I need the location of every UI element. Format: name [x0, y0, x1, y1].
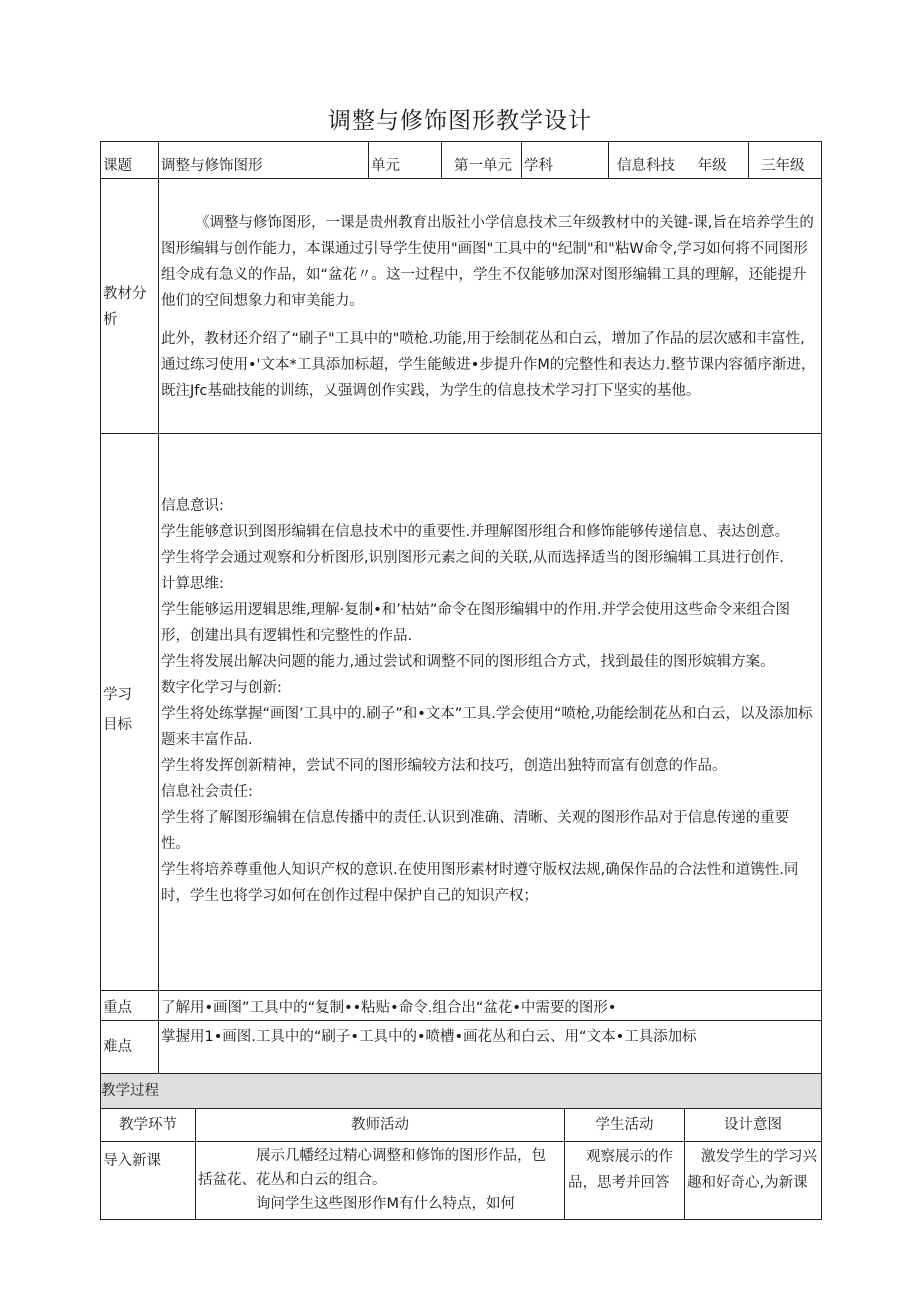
- process-teacher: 展示几幡经过精心调整和修饰的图形作品，包括盆花、花丛和白云的组合。 询问学生这些图形作M有什么特点，如何: [196, 1142, 565, 1219]
- learning-goals-label: 学习 目标: [101, 434, 159, 990]
- goal-line: 学生能够运用逻辑思维,理解·复制•和’枯姑”命令在图形编辑中的作用.并学会使用这些命令来组合图形，创建出具有逻辑性和完整性的作品.: [161, 602, 790, 644]
- process-intent: 激发学生的学习兴趣和好奇心,为新课: [687, 1149, 817, 1191]
- unit-label: 单元: [369, 142, 442, 178]
- unit-value: 第一单元: [442, 142, 522, 178]
- process-column-headers: [101, 1109, 821, 1142]
- subject-label: 学科: [522, 142, 609, 178]
- col-intent: 设计意图: [724, 1117, 782, 1133]
- material-analysis-row: [101, 179, 821, 434]
- col-stage: 教学环节: [101, 1109, 196, 1141]
- goal-line: 学生将学会通过观察和分析图形,识别图形元素之间的关联,从而选择适当的图形编辑工具进行创作.: [161, 550, 784, 566]
- subject-value: 信息科技: [617, 158, 675, 174]
- process-student: 观察展示的作品，思考并回答: [565, 1142, 685, 1219]
- goal-line: 学生将发挥创新精神，尝试不同的图形编较方法和技巧，创造出独特而富有创意的作品。: [161, 758, 727, 774]
- grade-label: 年级: [697, 158, 727, 174]
- col-teacher: 教师活动: [196, 1109, 565, 1141]
- difficult-point-label: 难点: [101, 1021, 159, 1073]
- subject-value-cell: [609, 142, 749, 178]
- goal-line: 数字化学习与创新:: [161, 680, 282, 696]
- material-analysis-para-1: 《调整与修饰图形，一课是贵州教育出版社小学信息技术三年级教材中的关键-课,旨在培养学生的图形编辑与创作能力，本课通过引导学生使用"画图"工具中的"纪制"和"粘W命令,学习如何将不同图形组令成有急义的作品，如“盆花〃。这一过程中，学生不仅能够加深对图形编辑工具的理解，还能提升他们的空间想象力和审美能力。: [161, 215, 814, 309]
- col-student: 学生活动: [565, 1109, 685, 1141]
- material-analysis-para-2: 此外，教材还介绍了“刷子"工具中的"喷枪.功能,用于绘制花丛和白云，增加了作品的层次感和丰富性,通过练习使用•'文本*工具添加标超，学生能鲅进•步提升作M的完整性和表达力.整节课内容循序渐进，既注Jfc基础技能的训练，乂强调创作实践，为学生的信息技术学习打下坚实的基他。: [161, 331, 816, 399]
- process-row: [101, 1142, 821, 1219]
- goal-line: 学生将发展出解决问题的能力,通过尝试和调整不同的图形组合方式，找到最佳的图形嫔辑方案。: [161, 654, 775, 670]
- document-title: 调整与修饰图形教学设计: [328, 108, 592, 134]
- learning-goals-row: [101, 434, 821, 991]
- goal-line: 学生将了解图形编辑在信息传播中的责任.认识到准确、清晰、关观的图形作品对于信息传递的重要性。: [161, 810, 790, 852]
- difficult-point-row: [101, 1021, 821, 1074]
- goal-line: 学生能够意识到图形编辑在信息技术中的重要性.并理解图形组合和修饰能够传递信息、表达创意。: [161, 524, 790, 540]
- lesson-plan-table: [100, 141, 822, 1220]
- goal-line: 信息社会责任:: [161, 784, 253, 800]
- process-section-header: 教学过程: [101, 1074, 821, 1109]
- process-stage: 导入新课: [101, 1142, 196, 1219]
- key-point-value: 了解用•画图”工具中的“复制••粘贴•命令.组合出“盆花•中需要的图形•: [161, 1000, 617, 1016]
- material-analysis-label: 教材分 析: [101, 179, 159, 433]
- header-row: [101, 142, 821, 179]
- grade-value: 三年级: [761, 158, 805, 174]
- material-analysis-content: [159, 179, 821, 433]
- lesson-value: 调整与修饰图形: [159, 142, 369, 178]
- learning-goals-content: [159, 434, 821, 990]
- goal-line: 学生将培养尊重他人知识产权的意识.在使用图形素材时遵守版权法规,确保作品的合法性和道镌性.同时，学生也将学习如何在创作过程中保护自己的知识产权；: [161, 862, 799, 904]
- lesson-label: 课题: [101, 142, 159, 178]
- difficult-point-value: 掌握用1•画图.工具中的“刷子•工具中的•喷槽•画花丛和白云、用“文本•工具添加标: [161, 1029, 697, 1045]
- goal-line: 学生将处练掌握“画图’工具中的.刷子”和•文本”工具.学会使用“喷枪,功能绘制花丛和白云，以及添加标题来丰富作品.: [161, 706, 813, 748]
- goal-line: 计算思维:: [161, 576, 224, 592]
- key-point-row: [101, 991, 821, 1021]
- goal-line: 信息意识:: [161, 498, 224, 514]
- key-point-label: 重点: [101, 991, 159, 1020]
